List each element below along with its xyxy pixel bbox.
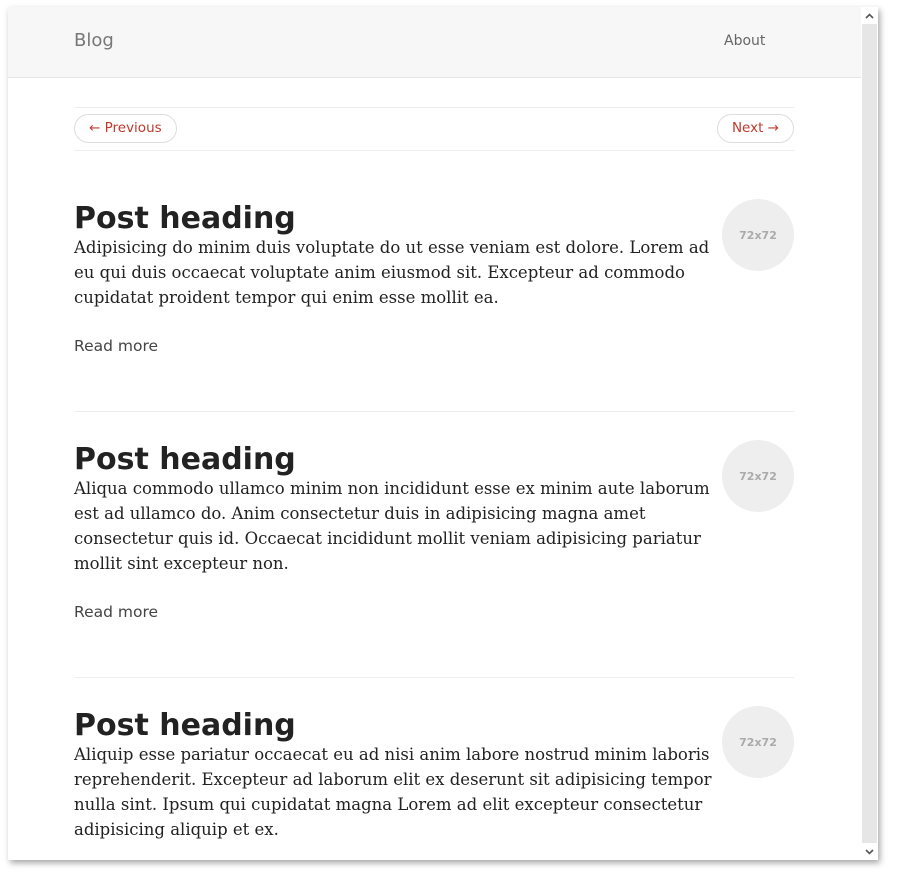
post-divider — [74, 411, 794, 412]
post-heading[interactable]: Post heading — [74, 442, 296, 477]
post-item — [74, 201, 794, 361]
previous-button[interactable]: ← Previous — [74, 114, 177, 143]
post-heading[interactable]: Post heading — [74, 201, 296, 236]
pager — [74, 107, 794, 151]
post-thumbnail — [722, 440, 794, 512]
scrollbar-thumb[interactable] — [862, 24, 877, 843]
post-excerpt: Aliqua commodo ullamco minim non incididunt esse ex minim aute laborum est ad ullamco do. Anim consectetur duis in adipisicing magna amet consectetur quis id. Occaecat incididunt mollit veniam adipisicing pariatur mollit sint excepteur non. — [74, 479, 710, 573]
chevron-down-icon[interactable] — [861, 843, 878, 860]
brand-link[interactable]: Blog — [74, 30, 114, 51]
next-button[interactable]: Next → — [717, 114, 794, 143]
thumbnail-placeholder-label: 72x72 — [739, 469, 777, 483]
post-heading[interactable]: Post heading — [74, 708, 296, 743]
nav-about-link[interactable]: About — [724, 33, 766, 49]
thumbnail-placeholder-label: 72x72 — [739, 228, 777, 242]
post-thumbnail — [722, 706, 794, 778]
read-more-link[interactable]: Read more — [74, 337, 159, 355]
browser-window — [8, 7, 878, 860]
post-item — [74, 442, 794, 622]
post-excerpt: Aliquip esse pariatur occaecat eu ad nisi anim labore nostrud minim laboris reprehenderit. Excepteur ad laborum elit ex deserunt sit adipisicing tempor nulla sint. Ipsum qui cupidatat magna Lorem ad elit excepteur consectetur adipisicing aliquip et ex. — [74, 745, 712, 839]
post-excerpt: Adipisicing do minim duis voluptate do ut esse veniam est dolore. Lorem ad eu qui duis occaecat voluptate anim eiusmod sit. Excepteur ad commodo cupidatat proident tempor qui enim esse mollit ea. — [74, 238, 710, 307]
chevron-up-icon[interactable] — [861, 7, 878, 24]
post-divider — [74, 677, 794, 678]
post-item — [74, 708, 794, 860]
vertical-scrollbar[interactable] — [861, 7, 878, 860]
read-more-link[interactable]: Read more — [74, 603, 159, 621]
thumbnail-placeholder-label: 72x72 — [739, 735, 777, 749]
navbar — [8, 7, 861, 78]
post-thumbnail — [722, 199, 794, 271]
page-viewport — [8, 7, 861, 860]
